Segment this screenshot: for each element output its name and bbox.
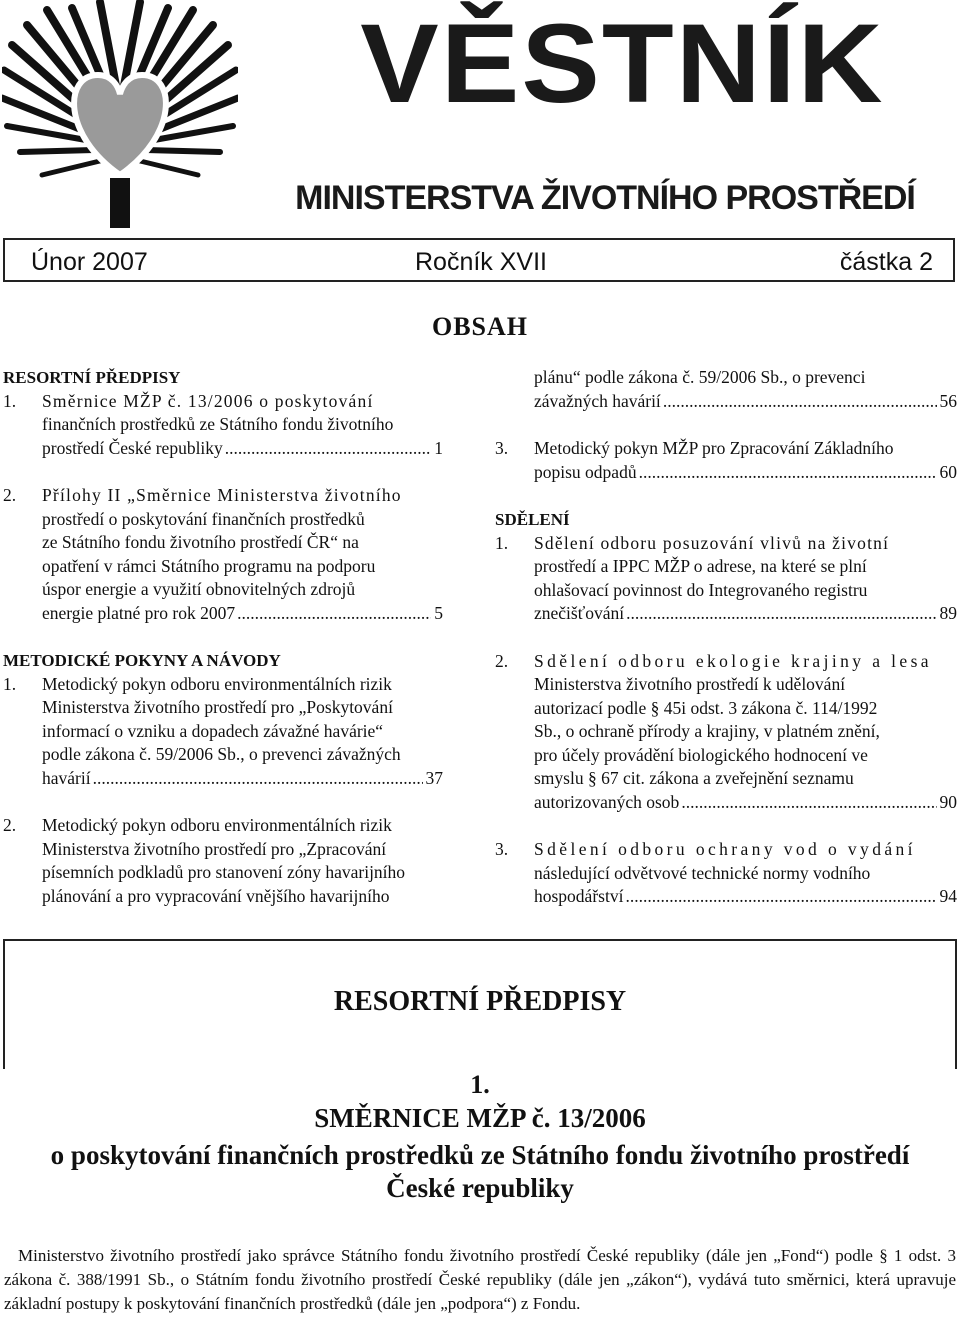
toc-page-number: 5 <box>434 602 443 623</box>
toc-entry-text: finančních prostředků ze Státního fondu životního <box>42 414 394 434</box>
issue-part: částka 2 <box>839 248 933 276</box>
directive-subtitle: o poskytování finančních prostředků ze Státního fondu životního prostředí <box>50 1140 910 1170</box>
toc-page-number: 56 <box>939 390 957 411</box>
toc-right-column <box>495 366 957 909</box>
toc-entry-text: Metodický pokyn MŽP pro Zpracování Základního <box>534 438 894 458</box>
directive-title: SMĚRNICE MŽP č. 13/2006 <box>314 1103 646 1133</box>
toc-entry-text: Ministerstva životního prostředí k udělování <box>534 674 846 694</box>
toc-entry-text: závažných havárií <box>534 390 661 411</box>
toc-entry-leader <box>534 885 957 909</box>
masthead-title: VĚSTNÍK <box>360 1 885 126</box>
toc-entry[interactable] <box>495 532 957 626</box>
toc-entry-leader <box>42 602 443 626</box>
toc-entry-text: prostředí o poskytování finančních prostředků <box>42 508 365 529</box>
toc-page-number: 90 <box>939 791 957 812</box>
toc-entry-text: popisu odpadů <box>534 461 637 482</box>
toc-entry-text: znečišťování <box>534 603 625 623</box>
toc-entry-text: plánování a pro vypracování vnějšího havarijního <box>42 885 390 906</box>
toc-entry-text: následující odvětvové technické normy vodního <box>534 862 871 883</box>
toc-title: OBSAH <box>431 312 529 341</box>
toc-entry-text: autorizací podle § 45i odst. 3 zákona č. 114/1992 <box>534 697 878 718</box>
ministry-logo <box>2 0 238 230</box>
toc-entry-text: Směrnice MŽP č. 13/2006 o poskytování <box>42 390 374 411</box>
toc-entry-text: Ministerstva životního prostředí pro „Zpracování <box>42 838 387 859</box>
intro-paragraph: Ministerstvo životního prostředí jako správce Státního fondu životního prostředí České republiky (dále jen „Fond“) podle § 1 odst. 3 zákona č. 388/1991 Sb., o Státním fondu životního prostředí České republiky (dále jen „zákon“), vydává tuto směrnici, která upravuje základní postupy k poskytování finančních prostředků (dále jen „podpora“) z Fondu. <box>4 1246 956 1313</box>
toc-entry-leader <box>42 437 443 461</box>
toc-entry-text: autorizovaných osob <box>534 791 680 812</box>
toc-entry-number: 2. <box>3 815 17 835</box>
toc-entry-text: prostředí a IPPC MŽP o adrese, na které se plní <box>534 556 867 576</box>
toc-entry-text: úspor energie a využití obnovitelných zdrojů <box>42 579 356 599</box>
issue-bar <box>3 238 955 282</box>
toc-entry-number: 1. <box>3 390 17 411</box>
toc-entry-text: Ministerstva životního prostředí pro „Poskytování <box>42 697 393 717</box>
leader-dots <box>681 791 936 815</box>
toc-entry-leader <box>534 791 957 815</box>
toc-entry-text: informací o vzniku a dopadech závažné havárie“ <box>42 720 384 741</box>
toc-section-heading: RESORTNÍ PŘEDPISY <box>3 368 181 387</box>
toc-entry-text: plánu“ podle zákona č. 59/2006 Sb., o prevenci <box>534 367 866 387</box>
toc-entry[interactable] <box>3 673 443 791</box>
toc-entry-number: 2. <box>3 485 17 505</box>
toc-entry-number: 2. <box>495 650 509 671</box>
toc-entry-leader <box>534 602 957 626</box>
toc-entry-number: 3. <box>495 438 509 458</box>
toc-entry-continuation[interactable] <box>495 366 957 413</box>
toc-entry-text: ze Státního fondu životního prostředí ČR“ na <box>42 532 359 552</box>
toc-section-heading: SDĚLENÍ <box>495 510 570 529</box>
toc-entry-text: Metodický pokyn odboru environmentálních rizik <box>42 673 392 694</box>
toc-entry-number: 1. <box>3 673 17 694</box>
leader-dots <box>639 461 937 485</box>
toc-entry[interactable] <box>3 484 443 625</box>
toc-entry-text: Sdělení odboru posuzování vlivů na životní <box>534 532 890 553</box>
leader-dots <box>225 437 431 461</box>
toc-entry-text: energie platné pro rok 2007 <box>42 602 236 623</box>
leader-dots <box>237 602 431 626</box>
section-title: RESORTNÍ PŘEDPISY <box>333 986 627 1017</box>
toc-entry-leader <box>42 767 443 791</box>
toc-entry-number: 3. <box>495 839 509 859</box>
toc-entry-text: Sdělení odboru ochrany vod o vydání <box>534 839 916 859</box>
toc-section-heading: METODICKÉ POKYNY A NÁVODY <box>3 651 281 670</box>
ministry-name: MINISTERSTVA ŽIVOTNÍHO PROSTŘEDÍ <box>295 179 915 217</box>
toc-entry[interactable] <box>495 838 957 909</box>
leader-dots <box>663 390 937 414</box>
toc-entry[interactable] <box>3 814 443 908</box>
issue-volume: Ročník XVII <box>415 248 547 276</box>
toc-left-column <box>3 366 443 908</box>
toc-entry-text: Metodický pokyn odboru environmentálních rizik <box>42 815 392 835</box>
toc-page-number: 89 <box>939 603 957 623</box>
toc-entry-leader <box>534 461 957 485</box>
toc-entry-text: opatření v rámci Státního programu na podporu <box>42 555 376 576</box>
leader-dots <box>93 767 423 791</box>
leader-dots <box>626 602 936 626</box>
toc-entry-text: havárií <box>42 767 91 788</box>
toc-page-number: 60 <box>939 461 957 482</box>
toc-entry-text: Sb., o ochraně přírody a krajiny, v platném znění, <box>534 721 880 741</box>
toc-page-number: 94 <box>939 886 957 906</box>
toc-entry-text: hospodářství <box>534 886 624 906</box>
directive-number: 1. <box>470 1070 490 1099</box>
toc-page-number: 1 <box>434 437 443 458</box>
toc-entry-text: Přílohy II „Směrnice Ministerstva životního <box>42 485 402 505</box>
toc-entry-text: písemních podkladů pro stanovení zóny havarijního <box>42 862 406 882</box>
toc-entry-leader <box>534 390 957 414</box>
toc-entry-text: prostředí České republiky <box>42 437 223 458</box>
toc-entry-text: Sdělení odboru ekologie krajiny a lesa <box>534 650 932 671</box>
toc-page-number: 37 <box>425 767 443 788</box>
toc-entry-text: podle zákona č. 59/2006 Sb., o prevenci závažných <box>42 744 401 764</box>
leader-dots <box>625 885 936 909</box>
toc-entry[interactable] <box>495 437 957 484</box>
toc-entry-text: pro účely provádění biologického hodnocení ve <box>534 744 868 765</box>
directive-subtitle: České republiky <box>386 1173 574 1203</box>
toc-entry-number: 1. <box>495 532 509 553</box>
toc-entry-text: smyslu § 67 cit. zákona a zveřejnění seznamu <box>534 768 854 788</box>
toc-entry[interactable] <box>495 650 957 815</box>
toc-entry[interactable] <box>3 390 443 461</box>
issue-date: Únor 2007 <box>31 248 148 276</box>
toc-entry-text: ohlašovací povinnost do Integrovaného registru <box>534 579 868 600</box>
